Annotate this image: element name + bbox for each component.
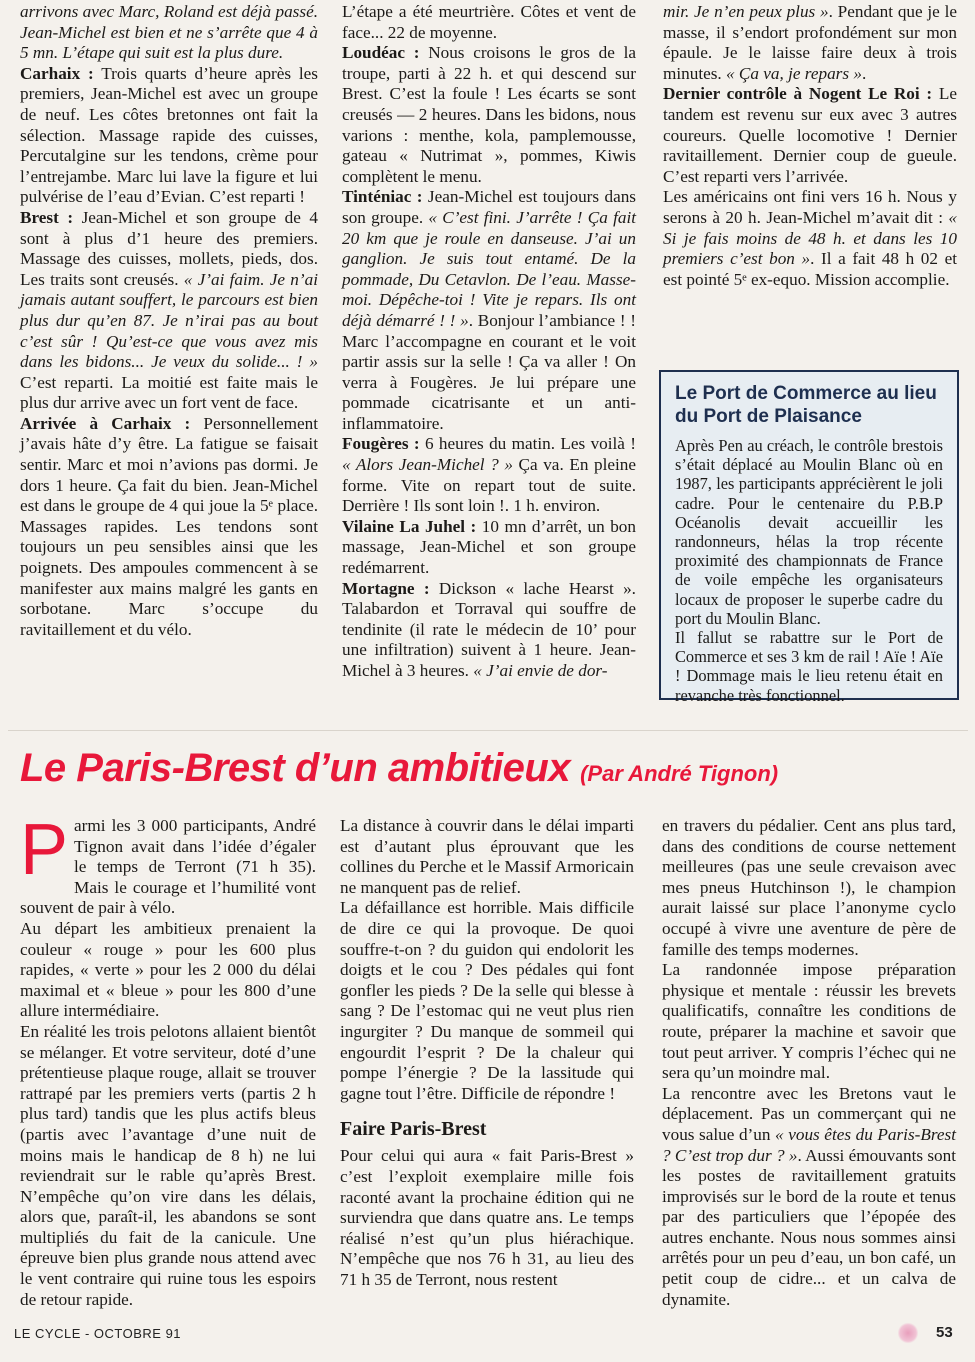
headline-title: Le Paris-Brest d’un ambitieux: [20, 746, 571, 790]
paragraph: La randonnée impose préparation physique et mentale : réussir les brevets qualificatifs, connaître les conditions de route, préparer la machine et savoir que tout peut arriver. Y compris l’échec qui ne sera qu’un moindre mal.: [662, 960, 956, 1083]
paragraph: armi les 3 000 participants, André Tignon avait dans l’idée d’égaler le temps de Terront (71 h 35). Mais le courage et l’humilité vont souvent de pair à vélo.: [20, 816, 316, 918]
article-column-1: [20, 810, 316, 1310]
sidebar-paragraph: Après Pen au créach, le contrôle brestois s’était déplacé au Moulin Blanc où en 1987, les participants apprécièrent le joli cadre. Pour le centenaire du P.B.P Océanolis devait accueillir les randonneurs, hélas la trop récente proximité des championnats de France de voile empêche les organisateurs locaux de proposer le superbe cadre du port du Moulin Blanc.: [675, 436, 943, 628]
paragraph: en travers du pédalier. Cent ans plus tard, dans des conditions de course nettement meilleures (pas une seule crevaison avec mes pneus Hutchinson !), le champion aurait laissé sur place l’anonyme cyclo occupé à vivre une aventure de père de famille des temps modernes.: [662, 816, 956, 959]
sidebar-body: [675, 436, 943, 705]
article-column-2-text: [340, 816, 634, 1104]
decorative-mark: [898, 1322, 918, 1344]
paragraph: Carhaix : Trois quarts d’heure après les premiers, Jean-Michel est avec un groupe de neuf. Les côtes bretonnes ont fait la sélection. Massage rapide des cuisses, Percutalgine sur les tendons, crème pour l’entrejambe. Marc lui lave la figure et lui pulvérise de l’eau d’Evian. C’est reparti !: [20, 63, 318, 207]
sidebar-paragraph: Il fallut se rabattre sur le Port de Commerce et ses 3 km de rail ! Aïe ! Aïe ! Dommage mais le lieu retenu était en revanche très fonctionnel.: [675, 628, 943, 705]
paragraph: Vilaine La Juhel : 10 mn d’arrêt, un bon massage, Jean-Michel et son groupe redémarrent.: [342, 516, 636, 578]
paragraph: La défaillance est horrible. Mais difficile de dire ce qui la provoque. De quoi souffre-t-on ? du guidon qui endolorit les doigts et le cou ? Des pédales qui font gonfler les pieds ? De la selle qui blesse à sang ? De l’estomac qui ne veut plus rien ingurgiter ? Du manque de sommeil qui engourdit l’esprit ? De la chaleur qui pompe l’énergie ? De la lassitude qui gagne tout l’être. Difficile de répondre !: [340, 898, 634, 1103]
top-article-column-1: [20, 2, 318, 640]
paragraph: Dernier contrôle à Nogent Le Roi : Le tandem est revenu sur eux avec 3 autres coureurs. Quelle locomotive ! Dernier ravitaillement. Dernier coup de gueule. C’est reparti vers l’arrivée.: [663, 84, 957, 186]
sidebar-title: Le Port de Commerce au lieu du Port de Plaisance: [675, 383, 937, 427]
paragraph: La rencontre avec les Bretons vaut le déplacement. Pas un commerçant qui ne vous salue d’un « vous êtes du Paris-Brest ? C’est trop dur ? ». Aussi émouvants sont les postes de ravitaillement gratuits improvisés sur le bord de la route et tenus par des particuliers que l’épopée des autres enchante. Nous nous sommes ainsi arrêtés pour un peu d’eau, un bon café, un petit coup de cidre... et un calva de dynamite.: [662, 1083, 957, 1309]
paragraph: L’étape a été meurtrière. Côtes et vent de face... 22 de moyenne.: [342, 2, 636, 42]
section-divider: [8, 730, 968, 731]
sidebar-box: [659, 370, 959, 705]
paragraph: Mortagne : Dickson « lache Hearst ». Talabardon et Torraval qui souffre de tendinite (il rate le médecin de 10’ pour une infiltration) suivent à 1 heure. Jean-Michel à 3 heures. « J’ai envie de dor-: [342, 578, 636, 680]
article-column-1-text: [20, 810, 316, 1310]
paragraph: mir. Je n’en peux plus ». Pendant que je le masse, il s’endort profondément sur mon épaule. Je le laisse faire deux à trois minutes. « Ça va, je repars ».: [663, 2, 957, 83]
paragraph: Arrivée à Carhaix : Personnellement j’avais hâte d’y être. La fatigue se faisait sentir. Marc et moi n’avions pas dormi. Je dors 1 heure. Ça fait du bien. Jean-Michel est dans le groupe de 4 qui joue la 5ᵉ place. Massages rapides. Les tendons sont toujours un peu sensibles ainsi que les poignets. Des ampoules commencent à se manifester aux mains malgré les gants en sorbotane. Marc s’occupe du ravitaillement et du vélo.: [20, 413, 318, 639]
article-headline: [20, 744, 960, 796]
paragraph: arrivons avec Marc, Roland est déjà passé. Jean-Michel est bien et ne s’arrête que 4 à 5 mn. L’étape qui suit est la plus dure.: [20, 2, 318, 63]
paragraph: Brest : Jean-Michel et son groupe de 4 sont à plus d’1 heure des premiers. Massage des cuisses, mollets, pieds, dos. Les traits sont creusés. « J’ai faim. Je n’ai jamais autant souffert, le parcours est bien plus dur qu’en 87. Je n’irai pas au bout c’est sûr ! Qu’est-ce que vous avez mis dans les bidons... Je veux du solide... ! » C’est reparti. La moitié est faite mais le plus dur arrive avec un fort vent de face.: [20, 207, 318, 413]
drop-cap: P: [20, 810, 69, 890]
paragraph: Fougères : 6 heures du matin. Les voilà ! « Alors Jean-Michel ? » Ça va. En pleine forme. Vite on repart tout de suite. Derrière ! Ils sont loin !. 1 h. environ.: [342, 434, 637, 516]
paragraph: En réalité les trois pelotons allaient bientôt se mélanger. Et votre serviteur, doté d’une prétentieuse plaque rouge, allait se trouver rattrapé par les premiers verts (partis 2 h plus tard) tandis que les plus actifs bleus (partis avec l’avantage d’une nuit de moins mais le handicap de 8 h) ne lui reviendrait sur le rable qu’après Brest. N’empêche qu’on vire dans les délais, alors que, paraît-il, les abandons se sont multipliés du fait de la canicule. Une épreuve bien plus grande nous attend avec le vent contraire qui ruine tous les espoirs de retour rapide.: [20, 1021, 316, 1309]
article-subheading: Faire Paris-Brest: [340, 1118, 487, 1141]
page-number: 53: [936, 1324, 953, 1341]
article-column-2: [340, 816, 634, 1290]
paragraph: Au départ les ambitieux prenaient la couleur « rouge » pour les 600 plus rapides, « verte » pour les 2 000 du délai maximal et « bleue » pour les 800 d’une allure intermédiaire.: [20, 918, 316, 1021]
paragraph: Tinténiac : Jean-Michel est toujours dans son groupe. « C’est fini. J’arrête ! Ça fait 20 km que je roule en danseuse. J’ai un ganglion. Je suis tout entamé. De la pommade, Du Cetavlon. De l’eau. Masse-moi. Dépêche-toi ! Vite je repars. Ils ont déjà démarré ! ! ». Bonjour l’ambiance ! ! Marc l’accompagne en courant et le voit partir assis sur la selle ! Ça va aller ! On verra à Fougères. Je lui prépare une pommade cicatrisante et un anti-inflammatoire.: [342, 187, 637, 433]
top-article-column-2: [342, 2, 636, 682]
footer-publication: LE CYCLE - OCTOBRE 91: [14, 1326, 182, 1341]
headline-byline: (Par André Tignon): [580, 761, 779, 786]
article-column-3: [662, 816, 956, 1310]
top-article-column-3: [663, 2, 957, 290]
paragraph: Loudéac : Nous croisons le gros de la troupe, parti à 22 h. et qui descend sur Brest. C’est la foule ! Les écarts se sont creusés — 2 heures. Dans les bidons, nous varions : menthe, kola, pamplemousse, gateau « Nutrimat », pommes, Kiwis complètent le menu.: [342, 43, 636, 186]
paragraph: Les américains ont fini vers 16 h. Nous y serons à 20 h. Jean-Michel m’avait dit : « Si je fais moins de 48 h. et dans les 10 premiers c’est bon ». Il a fait 48 h 02 et est pointé 5ᵉ ex-equo. Mission accomplie.: [663, 187, 957, 289]
paragraph: Pour celui qui aura « fait Paris-Brest » c’est l’exploit exemplaire mille fois raconté avant la prochaine édition qui ne surviendra que dans quatre ans. Le temps réalisé n’est qu’un plus hiérachique. N’empêche que nos 76 h 31, au lieu des 71 h 35 de Terront, nous restent: [340, 1146, 634, 1289]
article-column-2-text-after: [340, 1146, 634, 1290]
paragraph: La distance à couvrir dans le délai imparti est d’autant plus éprouvant que les collines du Perche et le Massif Armoricain ne manquent pas de relief.: [340, 816, 634, 897]
